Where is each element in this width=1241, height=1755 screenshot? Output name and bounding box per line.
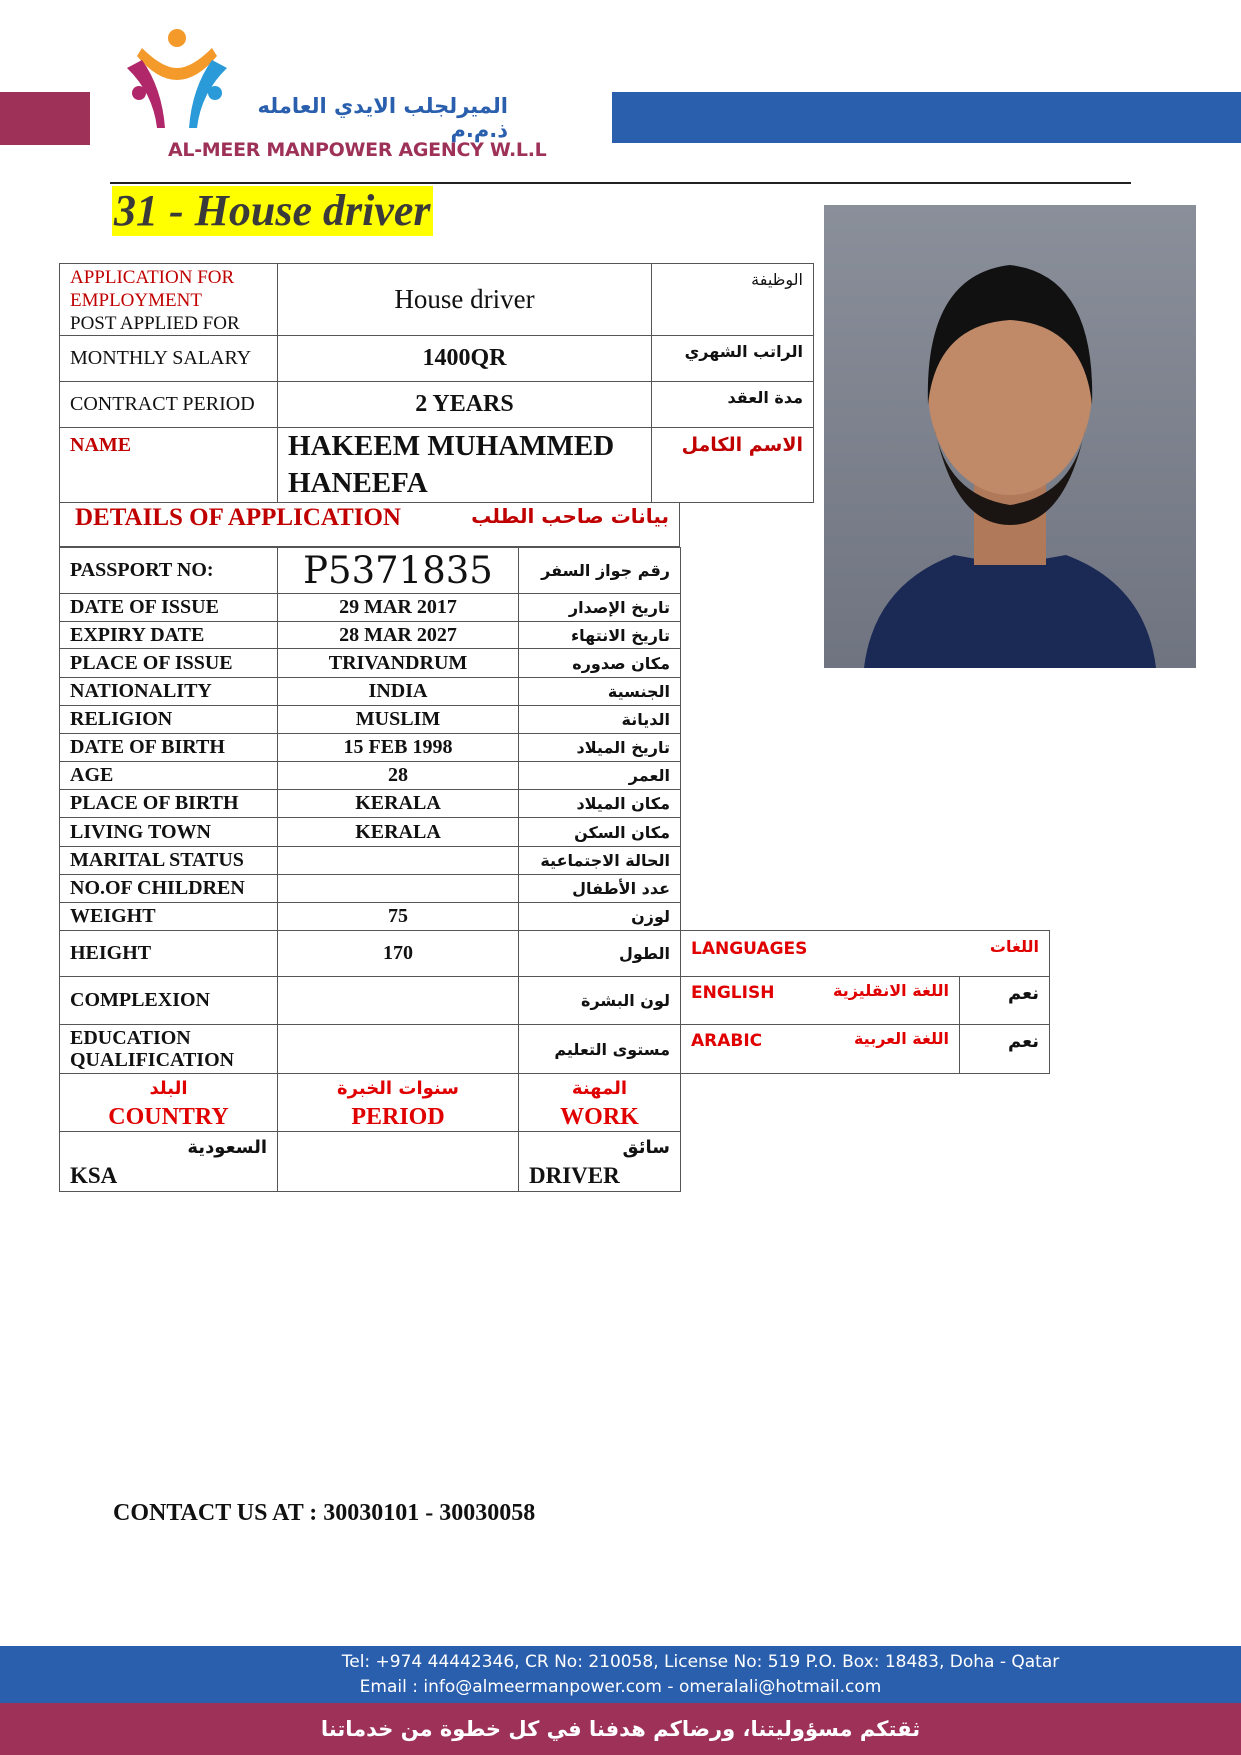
- field-arabic: تاريخ الميلاد: [519, 734, 681, 762]
- post-arabic: الوظيفة: [652, 264, 814, 336]
- languages-title: LANGUAGES: [691, 939, 808, 959]
- table-row: [60, 875, 681, 903]
- footer-line2: Email : info@almeermanpower.com - omeralali@hotmail.com: [359, 1677, 882, 1697]
- field-label: LIVING TOWN: [60, 818, 278, 847]
- name-arabic: الاسم الكامل: [652, 428, 814, 503]
- field-label: DATE OF BIRTH: [60, 734, 278, 762]
- table-row: [60, 649, 681, 678]
- field-value: KERALA: [278, 790, 519, 818]
- language-row: [681, 977, 1050, 1025]
- field-label: HEIGHT: [60, 931, 278, 977]
- logo-english-name: AL-MEER MANPOWER AGENCY W.L.L: [168, 139, 547, 161]
- field-arabic: عدد الأطفال: [519, 875, 681, 903]
- table-row: [60, 790, 681, 818]
- field-label: EDUCATION QUALIFICATION: [60, 1025, 278, 1074]
- language-arabic: اللغة الانقليزية: [833, 981, 949, 1000]
- field-arabic: العمر: [519, 762, 681, 790]
- table-row: [60, 1025, 681, 1074]
- contact-text: CONTACT US AT : 30030101 - 30030058: [113, 1500, 536, 1526]
- field-value: MUSLIM: [278, 706, 519, 734]
- field-label: EXPIRY DATE: [60, 622, 278, 649]
- salary-arabic: الراتب الشهري: [652, 336, 814, 382]
- field-label: PLACE OF BIRTH: [60, 790, 278, 818]
- field-label: NATIONALITY: [60, 678, 278, 706]
- field-arabic: لون البشرة: [519, 977, 681, 1025]
- salary-value: 1400QR: [278, 336, 652, 382]
- field-value: KERALA: [278, 818, 519, 847]
- field-arabic: لوزن: [519, 903, 681, 931]
- footer-slogan-band: [0, 1703, 1241, 1755]
- field-label: COMPLEXION: [60, 977, 278, 1025]
- header-divider: [110, 182, 1131, 184]
- field-value: 170: [278, 931, 519, 977]
- table-row: [60, 818, 681, 847]
- table-row: [60, 548, 681, 594]
- table-row: [60, 977, 681, 1025]
- details-heading: [59, 502, 680, 547]
- field-label: MARITAL STATUS: [60, 847, 278, 875]
- header-blue-bar: [612, 92, 1241, 143]
- field-value: [278, 875, 519, 903]
- table-row: [60, 382, 814, 428]
- field-value: [278, 977, 519, 1025]
- table-row: [60, 428, 814, 503]
- experience-table: [59, 1073, 681, 1192]
- languages-table: [680, 930, 1050, 1074]
- work-arabic: سائق: [622, 1136, 670, 1158]
- field-label: WEIGHT: [60, 903, 278, 931]
- field-arabic: الديانة: [519, 706, 681, 734]
- footer-line1: Tel: +974 44442346, CR No: 210058, License No: 519 P.O. Box: 18483, Doha - Qatar: [341, 1652, 1060, 1672]
- field-label: NO.OF CHILDREN: [60, 875, 278, 903]
- field-label: DATE OF ISSUE: [60, 594, 278, 622]
- table-row: [681, 931, 1050, 977]
- table-row: [60, 594, 681, 622]
- field-arabic: مستوى التعليم: [519, 1025, 681, 1074]
- field-value: [278, 1025, 519, 1074]
- field-arabic: رقم جواز السفر: [519, 548, 681, 594]
- languages-title-arabic: اللغات: [989, 937, 1040, 956]
- details-heading-arabic: بيانات صاحب الطلب: [471, 504, 669, 528]
- field-label: PASSPORT NO:: [60, 548, 278, 594]
- header-maroon-block: [0, 92, 90, 145]
- field-arabic: تاريخ الانتهاء: [519, 622, 681, 649]
- table-row: [60, 1132, 681, 1192]
- period-header-arabic: سنوات الخبرة: [337, 1077, 459, 1099]
- field-value: 15 FEB 1998: [278, 734, 519, 762]
- field-label: AGE: [60, 762, 278, 790]
- details-table: [59, 547, 681, 1074]
- post-value: House driver: [278, 264, 652, 336]
- language-arabic: اللغة العربية: [853, 1029, 949, 1048]
- language-row: [681, 1025, 1050, 1074]
- name-label: NAME: [60, 428, 278, 503]
- page-title: 31 - House driver: [114, 186, 431, 235]
- field-arabic: الجنسية: [519, 678, 681, 706]
- work-header: WORK: [560, 1103, 639, 1130]
- language-name: ENGLISH: [691, 983, 775, 1003]
- field-arabic: مكان السكن: [519, 818, 681, 847]
- field-value: P5371835: [278, 548, 519, 594]
- work-header-arabic: المهنة: [571, 1077, 628, 1099]
- salary-label: MONTHLY SALARY: [60, 336, 278, 382]
- table-row: [60, 622, 681, 649]
- field-value: 28: [278, 762, 519, 790]
- field-arabic: مكان الميلاد: [519, 790, 681, 818]
- post-label: POST APPLIED FOR: [70, 313, 240, 334]
- field-value: [278, 847, 519, 875]
- field-arabic: الحالة الاجتماعية: [519, 847, 681, 875]
- contract-label: CONTRACT PERIOD: [60, 382, 278, 428]
- applicant-photo: [824, 205, 1196, 668]
- logo-arabic-name: الميرلجلب الايدي العامله ذ.م.م: [257, 94, 508, 142]
- country-header-arabic: البلد: [149, 1077, 188, 1099]
- table-row: [60, 336, 814, 382]
- country-value: KSA: [70, 1162, 118, 1188]
- field-label: RELIGION: [60, 706, 278, 734]
- field-label: PLACE OF ISSUE: [60, 649, 278, 678]
- table-row: [60, 734, 681, 762]
- footer-contact-band: [0, 1646, 1241, 1703]
- country-arabic: السعودية: [187, 1136, 267, 1158]
- table-row: [60, 762, 681, 790]
- post-table: [59, 263, 814, 503]
- field-arabic: مكان صدوره: [519, 649, 681, 678]
- field-value: 75: [278, 903, 519, 931]
- name-value: HAKEEM MUHAMMED HANEEFA: [278, 428, 652, 503]
- table-row: [60, 1074, 681, 1132]
- table-row: [60, 678, 681, 706]
- table-row: [60, 706, 681, 734]
- footer-slogan: ثقتكم مسؤوليتنا، ورضاكم هدفنا في كل خطوة من خدماتنا: [320, 1717, 921, 1741]
- field-value: 29 MAR 2017: [278, 594, 519, 622]
- country-header: COUNTRY: [108, 1103, 229, 1130]
- field-value: TRIVANDRUM: [278, 649, 519, 678]
- field-value: INDIA: [278, 678, 519, 706]
- language-name: ARABIC: [691, 1031, 763, 1051]
- field-arabic: الطول: [519, 931, 681, 977]
- contract-value: 2 YEARS: [278, 382, 652, 428]
- details-heading-english: DETAILS OF APPLICATION: [75, 504, 401, 531]
- table-row: [60, 931, 681, 977]
- language-value: نعم: [960, 1025, 1050, 1074]
- language-value: نعم: [960, 977, 1050, 1025]
- period-value: [278, 1132, 519, 1192]
- contract-arabic: مدة العقد: [652, 382, 814, 428]
- application-label: APPLICATION FOR EMPLOYMENT: [70, 267, 235, 311]
- field-value: 28 MAR 2027: [278, 622, 519, 649]
- field-arabic: تاريخ الإصدار: [519, 594, 681, 622]
- period-header: PERIOD: [351, 1103, 445, 1130]
- table-row: [60, 847, 681, 875]
- work-value: DRIVER: [529, 1162, 620, 1188]
- table-row: [60, 264, 814, 336]
- table-row: [60, 903, 681, 931]
